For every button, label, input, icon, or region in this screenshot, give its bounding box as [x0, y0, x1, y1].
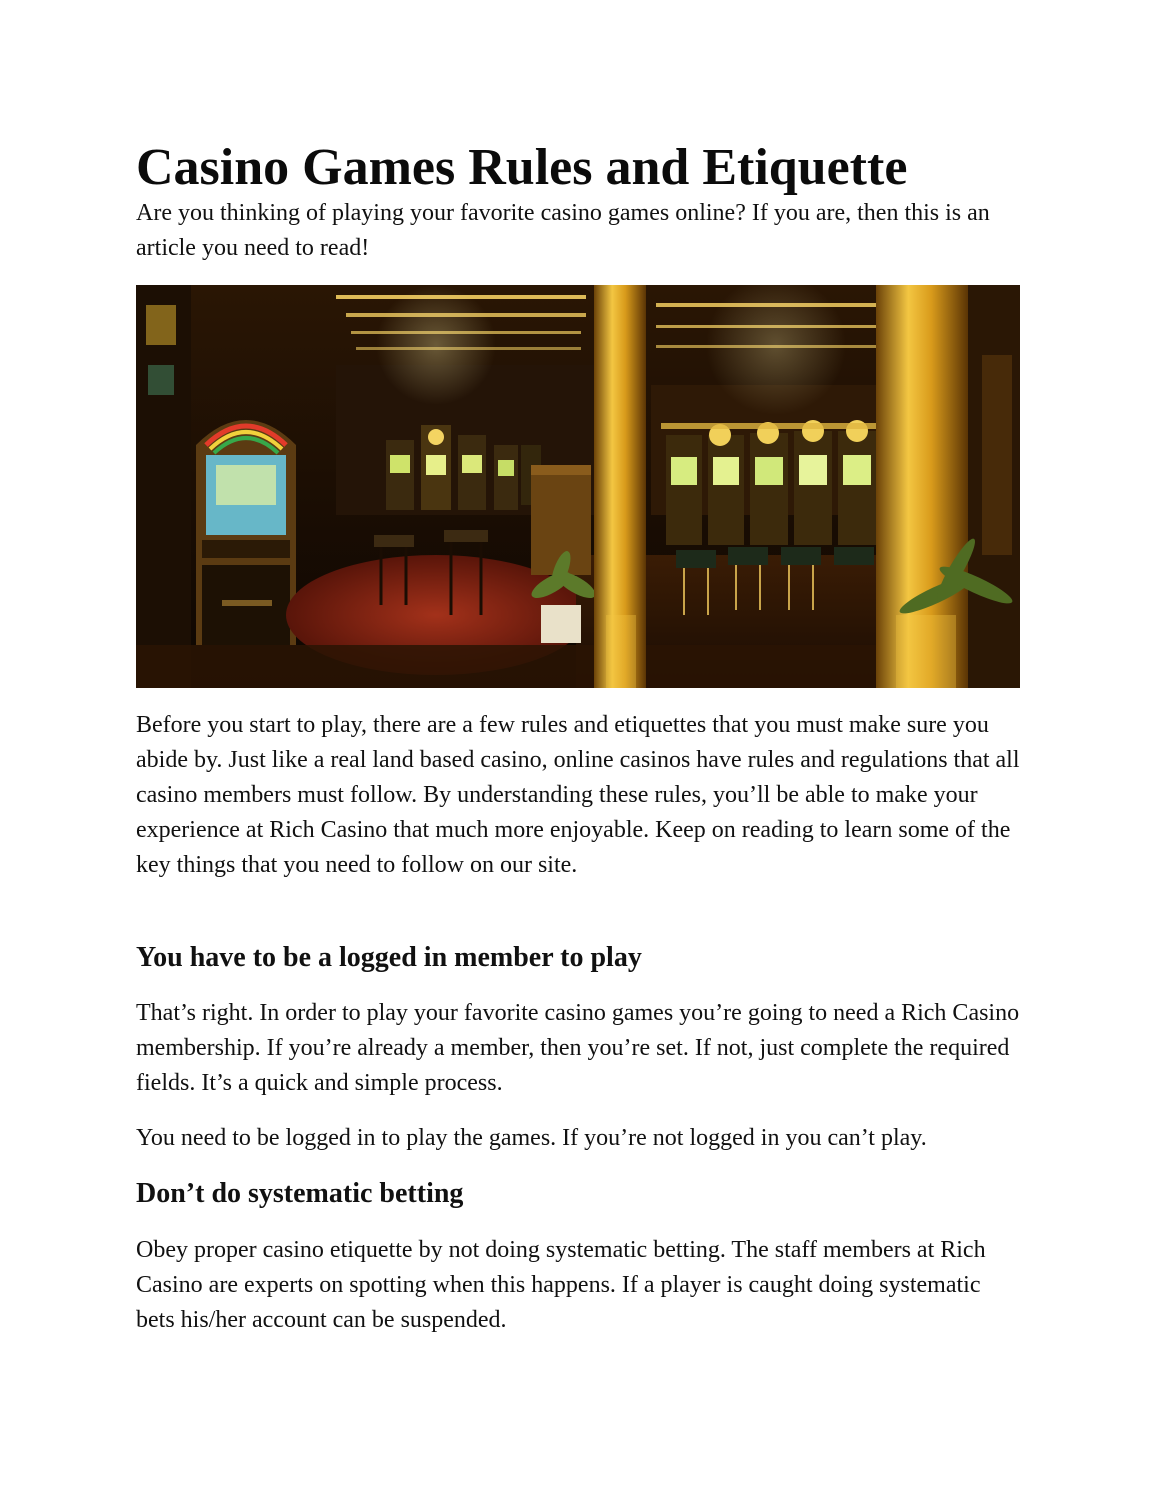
casino-interior-photo — [136, 285, 1020, 688]
intro-paragraph: Are you thinking of playing your favorite casino games online? If you are, then this is an article you need to read! — [136, 200, 990, 261]
paragraph-systematic-betting: Obey proper casino etiquette by not doing systematic betting. The staff members at Rich Casino are experts on spotting when this happens. If a player is caught doing systematic bets his/her account can be suspended. — [136, 1237, 986, 1333]
paragraph-rules-intro: Before you start to play, there are a few rules and etiquettes that you must make sure you abide by. Just like a real land based casino, online casinos have rules and regulations that all casino members must follow. By understanding these rules, you’ll be able to make your experience at Rich Casino that much more enjoyable. Keep on reading to learn some of the key things that you need to follow on our site. — [136, 712, 1020, 878]
paragraph-membership: That’s right. In order to play your favorite casino games you’re going to need a Rich Casino membership. If you’re already a member, then you’re set. If not, just complete the required fields. It’s a quick and simple process. — [136, 1000, 1020, 1096]
heading-logged-in-member: You have to be a logged in member to play — [136, 942, 642, 973]
heading-systematic-betting: Don’t do systematic betting — [136, 1178, 464, 1209]
article-title: Casino Games Rules and Etiquette — [136, 139, 908, 196]
paragraph-logged-in-required: You need to be logged in to play the games. If you’re not logged in you can’t play. — [136, 1125, 927, 1151]
